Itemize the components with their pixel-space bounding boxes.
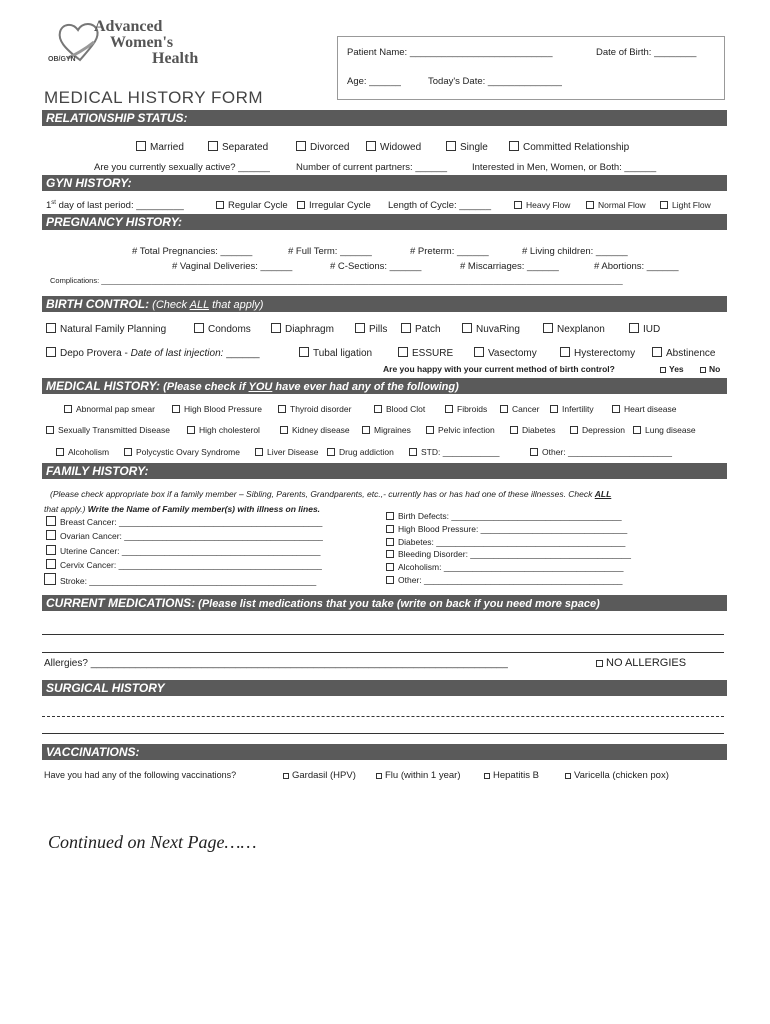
logo — [48, 18, 248, 72]
preterm-field[interactable]: # Preterm: ______ — [410, 246, 489, 257]
option-high-blood-pressure[interactable]: High Blood Pressure — [172, 404, 262, 414]
number-of-partners-field[interactable]: Number of current partners: ______ — [296, 162, 448, 173]
option-flu[interactable]: Flu (within 1 year) — [376, 770, 461, 781]
current-medications-header: CURRENT MEDICATIONS: (Please list medications that you take (write on back if you need more space) — [42, 595, 727, 611]
option-yes[interactable]: Yes — [660, 364, 684, 374]
abortions-field[interactable]: # Abortions: ______ — [594, 261, 679, 272]
option-depo-provera[interactable]: Depo Provera - Date of last injection: ______ — [46, 347, 260, 359]
option-irregular-cycle[interactable]: Irregular Cycle — [297, 200, 371, 211]
living-children-field[interactable]: # Living children: ______ — [522, 246, 628, 257]
option-single[interactable]: Single — [446, 141, 488, 153]
patient-info-box — [337, 36, 725, 100]
birth-control-satisfaction-question: Are you happy with your current method of birth control? — [383, 364, 615, 374]
option-sexually-transmitted-disease[interactable]: Sexually Transmitted Disease — [46, 425, 170, 435]
option-fibroids[interactable]: Fibroids — [445, 404, 487, 414]
family-cervix-cancer[interactable]: Cervix Cancer: ___________________________________________ — [46, 559, 322, 570]
option-committed-relationship[interactable]: Committed Relationship — [509, 141, 629, 153]
continued-on-next-page: Continued on Next Page…… — [48, 832, 257, 852]
medications-line-1[interactable] — [42, 634, 724, 635]
miscarriages-field[interactable]: # Miscarriages: ______ — [460, 261, 559, 272]
vaginal-deliveries-field[interactable]: # Vaginal Deliveries: ______ — [172, 261, 293, 272]
date-of-birth-field[interactable]: Date of Birth: ________ — [596, 47, 697, 58]
option-alcoholism[interactable]: Alcoholism — [56, 447, 109, 457]
option-liver-disease[interactable]: Liver Disease — [255, 447, 319, 457]
form-title: MEDICAL HISTORY FORM — [44, 88, 264, 107]
option-separated[interactable]: Separated — [208, 141, 268, 153]
option-std[interactable]: STD: ____________ — [409, 447, 499, 457]
option-diaphragm[interactable]: Diaphragm — [271, 323, 334, 335]
last-period-field[interactable]: 1st day of last period: _________ — [46, 200, 184, 212]
family-history-header: FAMILY HISTORY: — [42, 463, 727, 479]
option-divorced[interactable]: Divorced — [296, 141, 349, 153]
option-high-cholesterol[interactable]: High cholesterol — [187, 425, 260, 435]
option-polycystic-ovary-syndrome[interactable]: Polycystic Ovary Syndrome — [124, 447, 240, 457]
option-no-allergies[interactable]: NO ALLERGIES — [596, 657, 686, 669]
option-heavy-flow[interactable]: Heavy Flow — [514, 200, 570, 210]
option-married[interactable]: Married — [136, 141, 184, 153]
family-other[interactable]: Other: __________________________________________ — [386, 575, 623, 585]
option-vasectomy[interactable]: Vasectomy — [474, 347, 537, 359]
option-patch[interactable]: Patch — [401, 323, 441, 335]
surgical-line-2[interactable] — [42, 733, 724, 734]
gyn-history-header: GYN HISTORY: — [42, 175, 727, 191]
option-hepatitis-b[interactable]: Hepatitis B — [484, 770, 539, 781]
logo-line2: Women's — [110, 34, 174, 51]
surgical-history-header: SURGICAL HISTORY — [42, 680, 727, 696]
option-heart-disease[interactable]: Heart disease — [612, 404, 676, 414]
option-nexplanon[interactable]: Nexplanon — [543, 323, 605, 335]
option-hysterectomy[interactable]: Hysterectomy — [560, 347, 635, 359]
option-iud[interactable]: IUD — [629, 323, 660, 335]
option-no[interactable]: No — [700, 364, 720, 374]
option-light-flow[interactable]: Light Flow — [660, 200, 711, 210]
option-nuvaring[interactable]: NuvaRing — [462, 323, 520, 335]
option-varicella[interactable]: Varicella (chicken pox) — [565, 770, 669, 781]
option-cancer[interactable]: Cancer — [500, 404, 539, 414]
option-lung-disease[interactable]: Lung disease — [633, 425, 696, 435]
family-uterine-cancer[interactable]: Uterine Cancer: __________________________________________ — [46, 545, 320, 556]
option-regular-cycle[interactable]: Regular Cycle — [216, 200, 288, 211]
allergies-field[interactable]: Allergies? ___________________________________________________________________________ — [44, 658, 508, 669]
option-tubal-ligation[interactable]: Tubal ligation — [299, 347, 372, 359]
family-diabetes[interactable]: Diabetes: ________________________________________ — [386, 537, 625, 547]
cycle-length-field[interactable]: Length of Cycle: ______ — [388, 200, 491, 211]
logo-line1: Advanced — [94, 18, 163, 35]
medications-line-2[interactable] — [42, 652, 724, 653]
option-migraines[interactable]: Migraines — [362, 425, 411, 435]
option-infertility[interactable]: Infertility — [550, 404, 594, 414]
option-condoms[interactable]: Condoms — [194, 323, 251, 335]
family-high-blood-pressure[interactable]: High Blood Pressure: _______________________________ — [386, 524, 627, 534]
family-breast-cancer[interactable]: Breast Cancer: ___________________________________________ — [46, 516, 322, 527]
option-depression[interactable]: Depression — [570, 425, 625, 435]
total-pregnancies-field[interactable]: # Total Pregnancies: ______ — [132, 246, 253, 257]
sexually-active-field[interactable]: Are you currently sexually active? ______ — [94, 162, 270, 173]
option-abstinence[interactable]: Abstinence — [652, 347, 715, 359]
option-normal-flow[interactable]: Normal Flow — [586, 200, 646, 210]
option-essure[interactable]: ESSURE — [398, 347, 453, 359]
c-sections-field[interactable]: # C-Sections: ______ — [330, 261, 422, 272]
option-blood-clot[interactable]: Blood Clot — [374, 404, 425, 414]
option-abnormal-pap-smear[interactable]: Abnormal pap smear — [64, 404, 155, 414]
complications-field[interactable]: Complications: _____________________________________________________________________________________________________________________________ — [50, 276, 623, 285]
medical-history-header: MEDICAL HISTORY: (Please check if YOU have ever had any of the following) — [42, 378, 727, 394]
birth-control-header: BIRTH CONTROL: (Check ALL that apply) — [42, 296, 727, 312]
surgical-line-1[interactable] — [42, 716, 724, 717]
option-gardasil[interactable]: Gardasil (HPV) — [283, 770, 356, 781]
vaccinations-header: VACCINATIONS: — [42, 744, 727, 760]
age-field[interactable]: Age: ______ — [347, 76, 401, 87]
option-other[interactable]: Other: ______________________ — [530, 447, 672, 457]
pregnancy-history-header: PREGNANCY HISTORY: — [42, 214, 727, 230]
family-stroke[interactable]: Stroke: ________________________________________________ — [44, 573, 316, 586]
option-kidney-disease[interactable]: Kidney disease — [280, 425, 350, 435]
relationship-header: RELATIONSHIP STATUS: — [42, 110, 727, 126]
family-history-instructions: (Please check appropriate box if a family member – Sibling, Parents, Grandparents, etc.,- currently has or has had one of these illnesses. Check ALL — [50, 489, 612, 499]
option-pills[interactable]: Pills — [355, 323, 387, 335]
option-pelvic-infection[interactable]: Pelvic infection — [426, 425, 495, 435]
option-drug-addiction[interactable]: Drug addiction — [327, 447, 394, 457]
option-diabetes[interactable]: Diabetes — [510, 425, 556, 435]
patient-name-field[interactable]: Patient Name: ___________________________ — [347, 47, 553, 58]
vaccinations-question: Have you had any of the following vaccinations? — [44, 770, 237, 780]
option-natural-family-planning[interactable]: Natural Family Planning — [46, 323, 166, 335]
logo-tag: OB/GYN — [48, 56, 76, 63]
family-alcoholism[interactable]: Alcoholism: ______________________________________ — [386, 562, 623, 572]
family-history-instructions-2: that apply.) Write the Name of Family member(s) with illness on lines. — [44, 504, 321, 514]
family-bleeding-disorder[interactable]: Bleeding Disorder: __________________________________ — [386, 549, 631, 559]
family-ovarian-cancer[interactable]: Ovarian Cancer: __________________________________________ — [46, 530, 323, 541]
option-thyroid-disorder[interactable]: Thyroid disorder — [278, 404, 351, 414]
logo-line3: Health — [152, 50, 199, 67]
family-birth-defects[interactable]: Birth Defects: ____________________________________ — [386, 511, 622, 521]
option-widowed[interactable]: Widowed — [366, 141, 421, 153]
full-term-field[interactable]: # Full Term: ______ — [288, 246, 372, 257]
todays-date-field[interactable]: Today's Date: ______________ — [428, 76, 562, 87]
interested-in-field[interactable]: Interested in Men, Women, or Both: ______ — [472, 162, 657, 173]
